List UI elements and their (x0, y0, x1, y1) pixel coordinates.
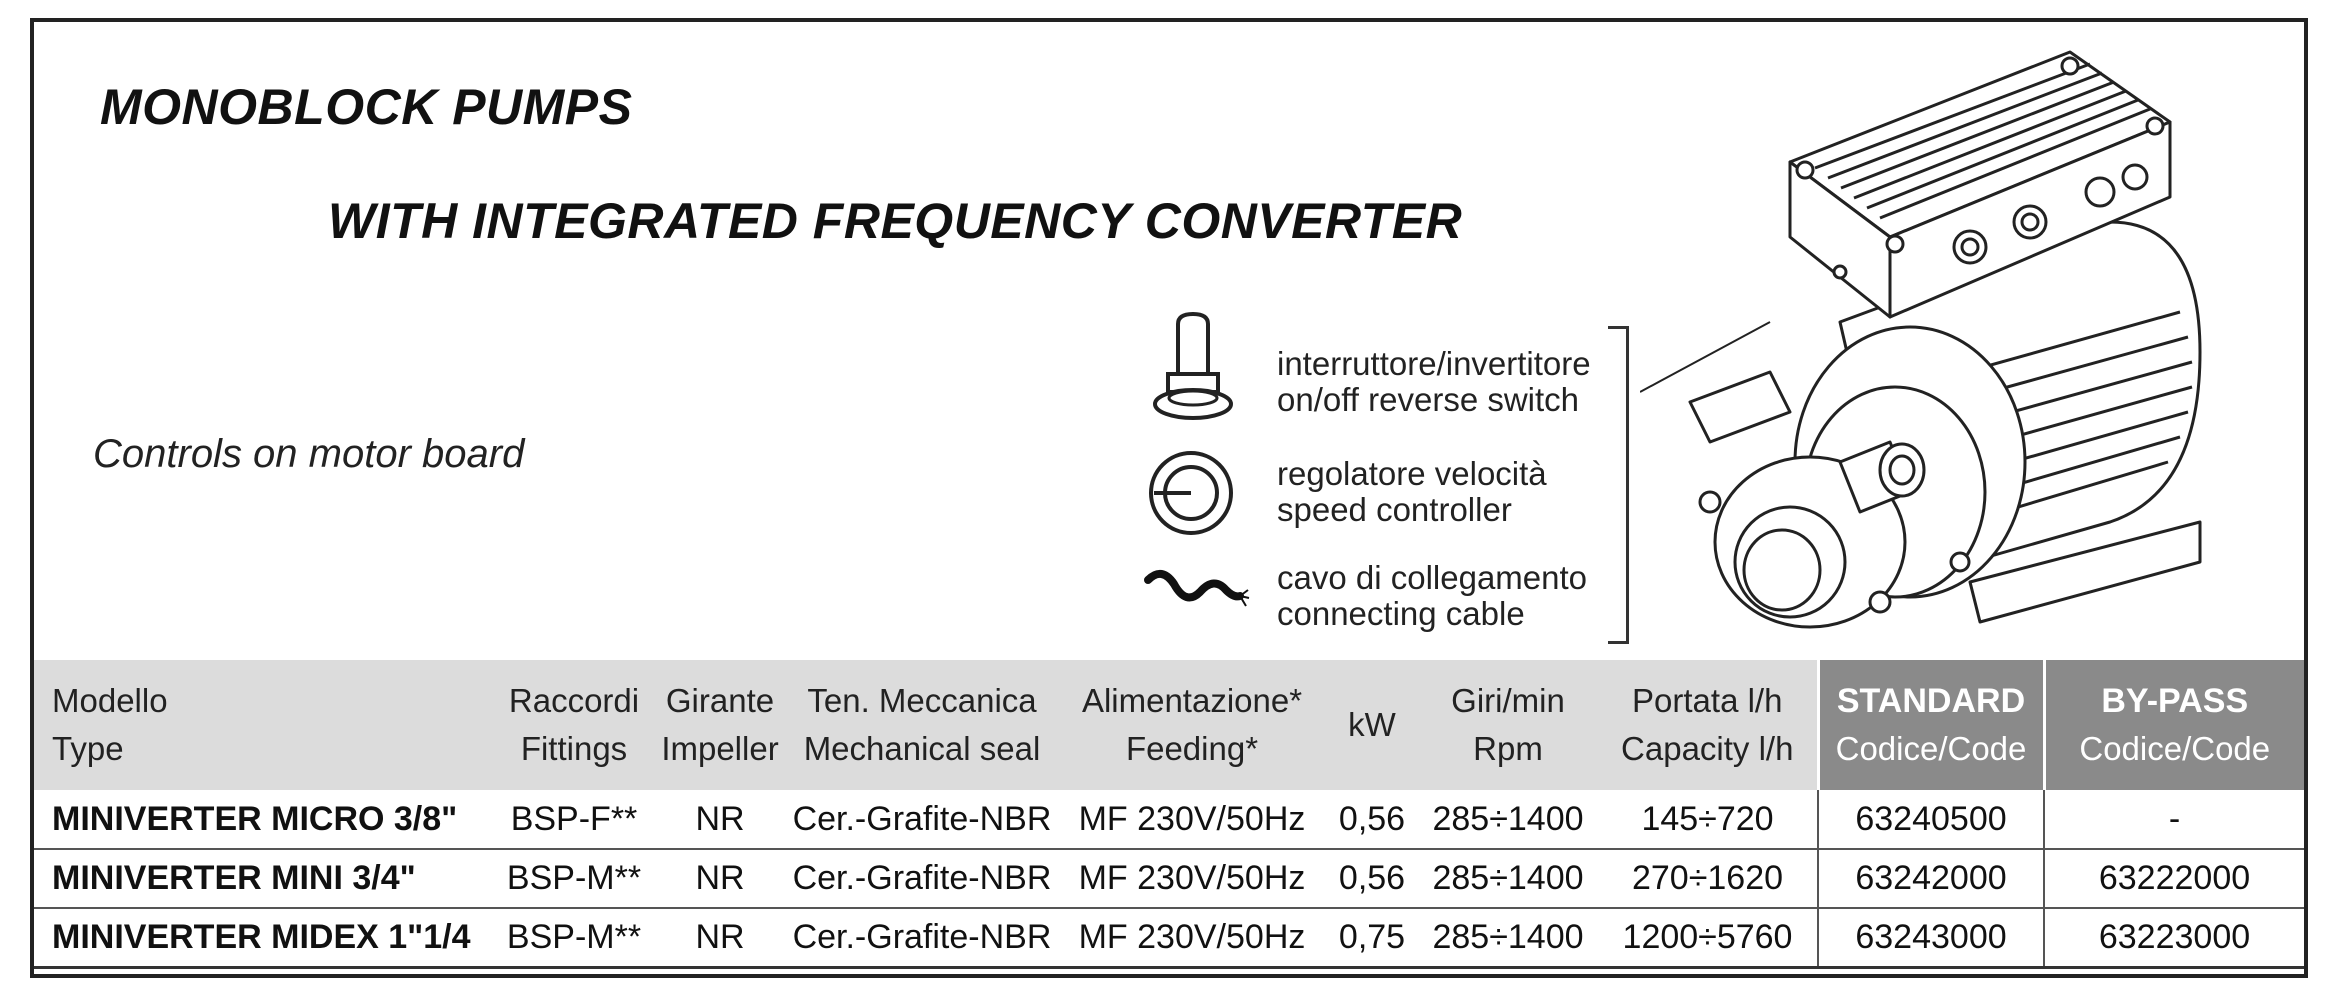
title-line-2: WITH INTEGRATED FREQUENCY CONVERTER (328, 193, 1463, 249)
cell-capacity: 1200÷5760 (1598, 908, 1818, 967)
legend-speed-line2: speed controller (1277, 491, 1512, 528)
legend-item-switch (1277, 346, 1591, 418)
cell-kw: 0,56 (1326, 790, 1418, 849)
header-bypass-code: BY-PASS Codice/Code (2044, 660, 2304, 790)
legend-switch-line1: interruttore/invertitore (1277, 345, 1591, 382)
legend-cable-line2: connecting cable (1277, 595, 1525, 632)
cell-standard-code: 63240500 (1818, 790, 2044, 849)
speed-knob-icon (1146, 448, 1236, 538)
cell-rpm: 285÷1400 (1418, 849, 1598, 908)
header-kw: kW (1326, 660, 1418, 790)
cell-bypass-code: 63223000 (2044, 908, 2304, 967)
legend-bracket (1608, 326, 1629, 644)
spec-table (34, 660, 2304, 969)
cell-fittings: BSP-M** (494, 908, 654, 967)
cell-feeding: MF 230V/50Hz (1058, 908, 1326, 967)
cell-seal: Cer.-Grafite-NBR (786, 908, 1058, 967)
header-rpm: Giri/min Rpm (1418, 660, 1598, 790)
cell-fittings: BSP-F** (494, 790, 654, 849)
controls-label: Controls on motor board (93, 432, 525, 476)
legend-switch-line2: on/off reverse switch (1277, 381, 1580, 418)
cell-model: MINIVERTER MICRO 3/8" (34, 790, 494, 849)
cell-fittings: BSP-M** (494, 849, 654, 908)
legend-item-cable (1277, 560, 1587, 632)
header-impeller: Girante Impeller (654, 660, 786, 790)
table-row (34, 790, 2304, 849)
cell-seal: Cer.-Grafite-NBR (786, 790, 1058, 849)
header-capacity: Portata l/h Capacity l/h (1598, 660, 1818, 790)
header-fittings: Raccordi Fittings (494, 660, 654, 790)
cell-model: MINIVERTER MIDEX 1"1/4 (34, 908, 494, 967)
cell-rpm: 285÷1400 (1418, 790, 1598, 849)
cell-bypass-code: - (2044, 790, 2304, 849)
cell-feeding: MF 230V/50Hz (1058, 849, 1326, 908)
title-line-1: MONOBLOCK PUMPS (100, 79, 633, 135)
pump-motor-illustration (1640, 22, 2240, 652)
header-feeding: Alimentazione* Feeding* (1058, 660, 1326, 790)
toggle-switch-icon (1148, 312, 1238, 422)
cell-capacity: 145÷720 (1598, 790, 1818, 849)
cell-standard-code: 63242000 (1818, 849, 2044, 908)
table-row (34, 849, 2304, 908)
cell-kw: 0,56 (1326, 849, 1418, 908)
legend-speed-line1: regolatore velocità (1277, 455, 1547, 492)
cell-kw: 0,75 (1326, 908, 1418, 967)
header-model: Modello Type (34, 660, 494, 790)
legend-item-speed (1277, 456, 1547, 528)
legend-cable-line1: cavo di collegamento (1277, 559, 1588, 596)
cell-feeding: MF 230V/50Hz (1058, 790, 1326, 849)
cell-bypass-code: 63222000 (2044, 849, 2304, 908)
header-seal: Ten. Meccanica Mechanical seal (786, 660, 1058, 790)
cell-seal: Cer.-Grafite-NBR (786, 849, 1058, 908)
cell-model: MINIVERTER MINI 3/4" (34, 849, 494, 908)
cell-impeller: NR (654, 849, 786, 908)
cable-icon (1142, 562, 1252, 622)
table-header-row (34, 660, 2304, 790)
header-standard-code: STANDARD Codice/Code (1818, 660, 2044, 790)
cell-impeller: NR (654, 790, 786, 849)
cell-impeller: NR (654, 908, 786, 967)
cell-capacity: 270÷1620 (1598, 849, 1818, 908)
table-row (34, 908, 2304, 967)
cell-rpm: 285÷1400 (1418, 908, 1598, 967)
cell-standard-code: 63243000 (1818, 908, 2044, 967)
